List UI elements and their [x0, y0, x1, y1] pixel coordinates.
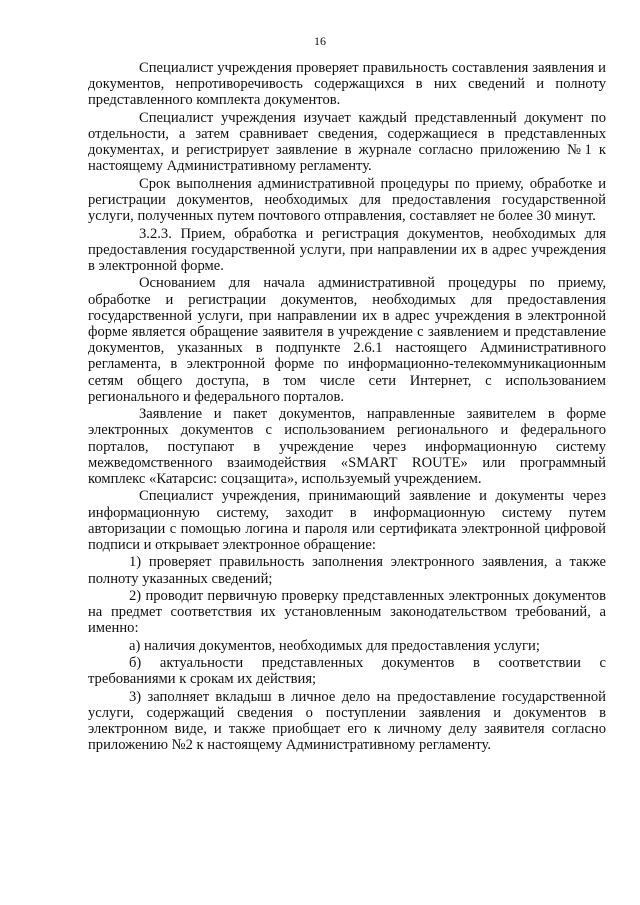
paragraph-specialist-login: Специалист учреждения, принимающий заявление и документы через информационную систему, заходит в информационную систему путем авторизации с помощью логина и пароля или сертификата электронной цифровой подписи и открывает электронное обращение: [88, 488, 606, 554]
list-item-2a: а) наличия документов, необходимых для предоставления услуги; [129, 637, 540, 654]
paragraph-check-documents: Специалист учреждения проверяет правильность составления заявления и документов, непротиворечивость содержащихся в них сведений и полноту представленного комплекта документов. [88, 60, 606, 109]
document-body [88, 60, 606, 755]
paragraph-postal-deadline: Срок выполнения административной процедуры по приему, обработке и регистрации документов, необходимых для предоставления государственной услуги, полученных путем почтового отправления, составляет не более 30 минут. [88, 175, 606, 225]
list-item-2b: б) актуальности представленных документов в соответствии с требованиями к срокам их действия; [88, 655, 606, 688]
list-item-2: 2) проводит первичную проверку представленных электронных документов на предмет соответствия их установленным законодательством требований, а именно: [88, 588, 606, 637]
page-number: 16 [314, 34, 326, 48]
list-item-3: 3) заполняет вкладыш в личное дело на предоставление государственной услуги, содержащий сведения о поступлении заявления и документов в электронном виде, и также приобщает его к личному делу заявителя согласно приложению №2 к настоящему Административному регламенту. [88, 688, 606, 754]
list-item-1: 1) проверяет правильность заполнения электронного заявления, а также полноту указанных сведений; [88, 554, 606, 587]
paragraph-electronic-basis: Основанием для начала административной процедуры по приему, обработке и регистрации документов, необходимых для предоставления государственной услуги, при направлении их в адрес учреждения в электронной форме является обращение заявителя в учреждение с заявлением и представление документов, указанных в подпункте 2.6.1 настоящего Административного регламента, в электронной форме по информационно-телекоммуникационным сетям общего доступа, в том числе сети Интернет, с использованием регионального и федерального порталов. [88, 275, 606, 405]
section-heading-3-2-3: 3.2.3. Прием, обработка и регистрация документов, необходимых для предоставления государственной услуги, при направлении их в адрес учреждения в электронной форме. [88, 225, 606, 274]
paragraph-study-documents: Специалист учреждения изучает каждый представленный документ по отдельности, а затем сравнивает сведения, содержащиеся в представленных документах, и регистрирует заявление в журнале согласно приложению №1 к настоящему Административному регламенту. [88, 109, 606, 175]
paragraph-portals-intake: Заявление и пакет документов, направленные заявителем в форме электронных документов с использованием регионального и федерального порталов, поступают в учреждение через информационную систему межведомственного взаимодействия «SMART ROUTE» или программный комплекс «Катарсис: соцзащита», используемый учреждением. [88, 406, 606, 488]
